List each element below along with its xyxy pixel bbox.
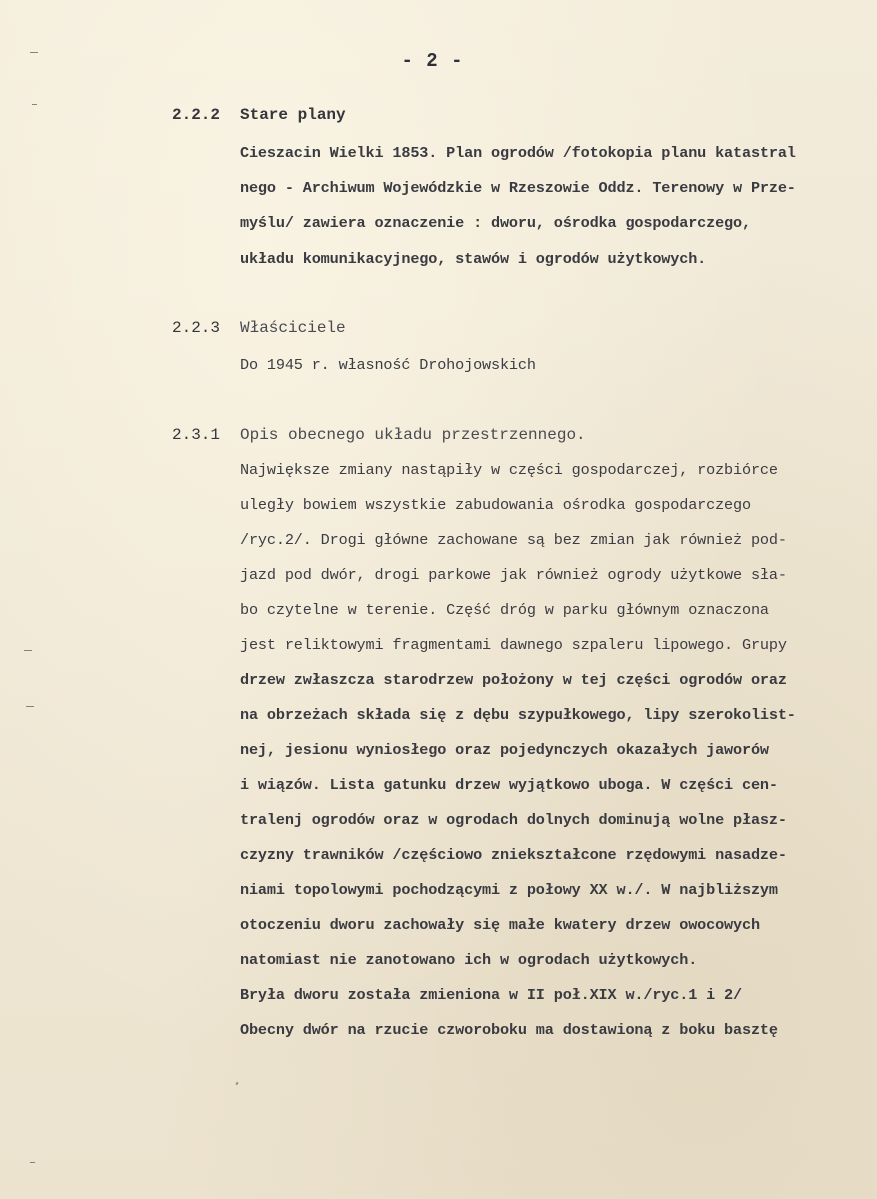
text-line: tralenj ogrodów oraz w ogrodach dolnych dominują wolne płasz- [240, 811, 787, 829]
section-number: 2.2.2 [172, 106, 221, 124]
text-line: otoczeniu dworu zachowały się małe kwatery drzew owocowych [240, 916, 760, 934]
text-line: jest reliktowymi fragmentami dawnego szpaleru lipowego. Grupy [240, 636, 787, 654]
text-line: nej, jesionu wyniosłego oraz pojedynczych okazałych jaworów [240, 741, 769, 759]
section-title: Właściciele [240, 319, 346, 337]
text-line: Obecny dwór na rzucie czworoboku ma dostawioną z boku basztę [240, 1021, 778, 1039]
paper-speck [235, 1082, 238, 1086]
text-line: Największe zmiany nastąpiły w części gospodarczej, rozbiórce [240, 461, 778, 479]
margin-mark [30, 1162, 35, 1163]
text-line: czyzny trawników /częściowo zniekształcone rzędowymi nasadze- [240, 846, 787, 864]
text-line: układu komunikacyjnego, stawów i ogrodów użytkowych. [240, 250, 707, 268]
section-title: Stare plany [240, 106, 346, 124]
margin-mark [26, 706, 34, 707]
text-line: na obrzeżach składa się z dębu szypułkowego, lipy szerokolist- [240, 706, 796, 724]
section-title: Opis obecnego układu przestrzennego. [240, 426, 586, 444]
margin-mark [32, 104, 37, 105]
text-line: nego - Archiwum Wojewódzkie w Rzeszowie Oddz. Terenowy w Prze- [240, 179, 796, 197]
text-line: niami topolowymi pochodzącymi z połowy XX w./. W najbliższym [240, 881, 778, 899]
text-line: i wiązów. Lista gatunku drzew wyjątkowo uboga. W części cen- [240, 776, 778, 794]
text-line: jazd pod dwór, drogi parkowe jak również ogrody użytkowe sła- [240, 566, 787, 584]
text-line: bo czytelne w terenie. Część dróg w parku głównym oznaczona [240, 601, 769, 619]
text-line: /ryc.2/. Drogi główne zachowane są bez zmian jak również pod- [240, 531, 787, 549]
section-number: 2.2.3 [172, 319, 221, 337]
text-line: Cieszacin Wielki 1853. Plan ogrodów /fotokopia planu katastral [240, 144, 796, 162]
text-line: Do 1945 r. własność Drohojowskich [240, 356, 536, 374]
page-number: - 2 - [401, 50, 464, 72]
margin-mark [24, 650, 32, 651]
text-line: drzew zwłaszcza starodrzew położony w tej części ogrodów oraz [240, 671, 787, 689]
section-number: 2.3.1 [172, 426, 221, 444]
text-line: Bryła dworu została zmieniona w II poł.XIX w./ryc.1 i 2/ [240, 986, 742, 1004]
text-line: uległy bowiem wszystkie zabudowania ośrodka gospodarczego [240, 496, 751, 514]
text-line: myślu/ zawiera oznaczenie : dworu, ośrodka gospodarczego, [240, 214, 751, 232]
text-line: natomiast nie zanotowano ich w ogrodach użytkowych. [240, 951, 698, 969]
